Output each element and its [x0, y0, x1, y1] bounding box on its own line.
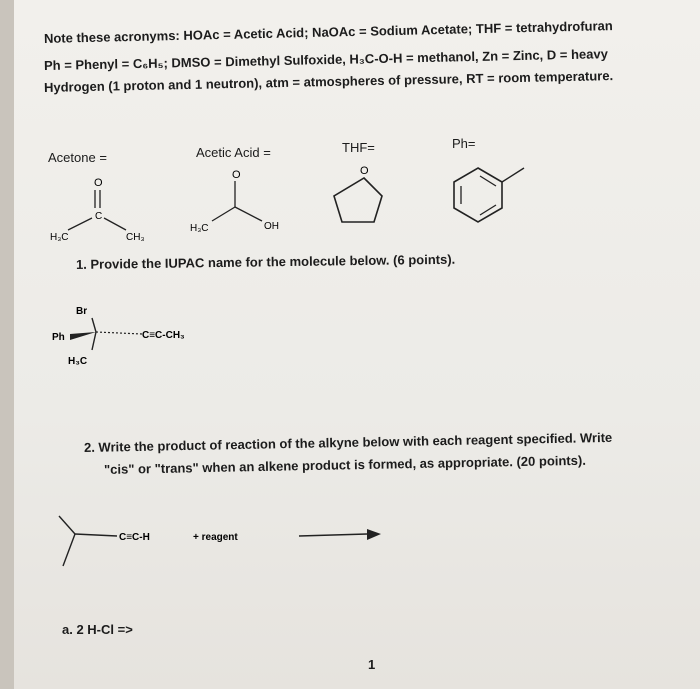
acetic-acid-label: Acetic Acid =: [196, 145, 271, 160]
thf-o: O: [360, 165, 369, 177]
page-edge: [0, 0, 14, 689]
question-2-line-2: "cis" or "trans" when an alkene product is formed, as appropriate. (20 points).: [103, 452, 586, 477]
q1-h3c: H₃C: [68, 356, 88, 367]
acetic-o: O: [232, 169, 241, 181]
acronyms-line-3: Hydrogen (1 proton and 1 neutron), atm = atmospheres of pressure, RT = room temperature.: [43, 68, 614, 95]
q1-ph: Ph: [52, 332, 65, 343]
acetone-o: O: [94, 177, 103, 189]
acronyms-line-2: Ph = Phenyl = C₆H₅; DMSO = Dimethyl Sulfoxide, H₃C-O-H = methanol, Zn = Zinc, D = heavy: [43, 46, 609, 73]
acetone-label: Acetone =: [48, 150, 107, 165]
q2-reagent: + reagent: [193, 532, 238, 543]
thf-structure: [320, 160, 410, 240]
q1-molecule: [50, 296, 290, 376]
acetic-h3c: H₃C: [190, 223, 209, 234]
q2-molecule: [55, 510, 395, 580]
question-1-text: 1. Provide the IUPAC name for the molecule below. (6 points).: [75, 251, 456, 272]
acetic-acid-structure: [180, 165, 310, 245]
page-number: 1: [368, 657, 376, 672]
acetone-h3c: H₃C: [50, 232, 69, 243]
q1-alkyne: C≡C-CH₃: [142, 330, 185, 341]
q1-br: Br: [76, 306, 88, 317]
q2-alkyne: C≡C-H: [119, 532, 150, 543]
acetic-oh: OH: [264, 221, 279, 232]
thf-label: THF=: [342, 140, 375, 155]
ph-label: Ph=: [452, 136, 476, 151]
question-2-line-1: 2. Write the product of reaction of the alkyne below with each reagent specified. Write: [83, 429, 613, 455]
acronyms-line-1: Note these acronyms: HOAc = Acetic Acid; NaOAc = Sodium Acetate; THF = tetrahydrofuran: [43, 18, 613, 46]
acetone-structure: [40, 170, 170, 250]
acetone-ch3: CH₃: [126, 232, 145, 243]
acetone-c: C: [95, 211, 103, 222]
phenyl-structure: [440, 160, 540, 240]
part-a-label: a. 2 H-Cl =>: [62, 622, 133, 637]
